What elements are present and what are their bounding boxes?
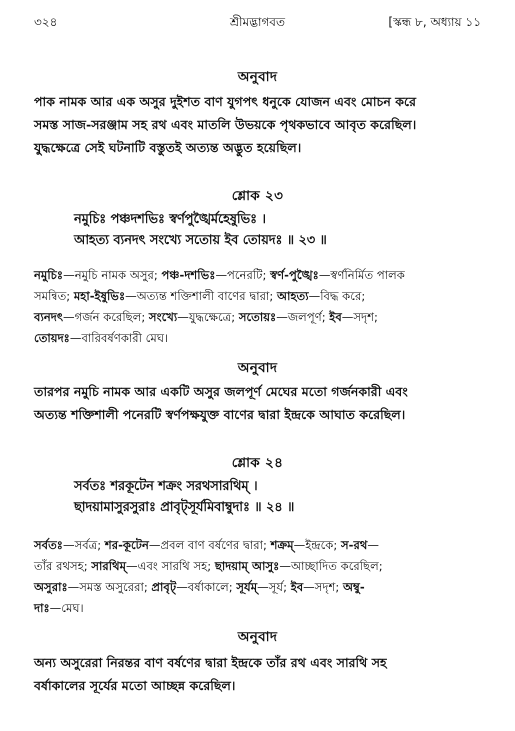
sanskrit-word: সতোয়ঃ: [238, 310, 277, 324]
sanskrit-word: স্বর্ণ-পুঙ্খৈঃ: [270, 268, 319, 282]
sanskrit-word: আহত্য: [276, 289, 309, 303]
translation-line: যুদ্ধক্ষেত্রে সেই ঘটনাটি বস্তুতই অত্যন্ত অদ্ভুত হয়েছিল।: [34, 140, 302, 155]
verse-text-23: [74, 209, 481, 251]
sanskrit-word: মহা-ইষুভিঃ: [73, 289, 126, 303]
synonym-line: [34, 307, 481, 328]
word-meaning: —সমস্ত অসুরেরা;: [67, 580, 152, 594]
synonym-line: [34, 328, 481, 349]
translation-heading-1: অনুবাদ: [237, 69, 278, 85]
word-meaning: —সদৃশ;: [303, 580, 343, 594]
word-meaning: —মেঘ।: [49, 601, 84, 615]
synonym-line: [34, 556, 481, 577]
word-meaning: —নমুচি নামক অসুর;: [63, 268, 162, 282]
sanskrit-word: সারথিম্: [91, 559, 127, 573]
translation-line: সমস্ত সাজ-সরঞ্জাম সহ রথ এবং মাতলি উভয়কে পৃথকভাবে আবৃত করেছিল।: [34, 117, 417, 132]
sanskrit-word: ছাদয়াম্ আসুঃ: [214, 559, 280, 573]
verse-text-24: [74, 476, 481, 518]
verse-line: আহত্য ব্যনদৎ সংখ্যে সতোয় ইব তোয়দঃ ॥ ২৩ ॥: [74, 233, 327, 248]
word-meaning: —অত্যন্ত শক্তিশালী বাণের দ্বারা;: [125, 289, 277, 303]
synonym-line: [34, 286, 481, 307]
word-meaning: —জলপূর্ণ;: [276, 310, 330, 324]
word-meaning: —এবং সারথি সহ;: [126, 559, 215, 573]
word-meaning: —ইন্দ্রকে;: [293, 538, 341, 552]
word-meaning: —সদৃশ;: [341, 310, 378, 324]
word-meaning: —বিদ্ধ করে;: [308, 289, 366, 303]
word-meaning: সমন্বিত;: [34, 289, 74, 303]
word-meaning: —আচ্ছাদিত করেছিল;: [279, 559, 383, 573]
word-meaning: —স্বর্ণনির্মিত পালক: [318, 268, 405, 282]
word-meaning: —প্রবল বাণ বর্ষণের দ্বারা;: [148, 538, 271, 552]
translation-line: পাক নামক আর এক অসুর দুইশত বাণ যুগপৎ ধনুকে যোজন এবং মোচন করে: [34, 94, 417, 109]
sanskrit-word: শক্রম্: [270, 538, 294, 552]
word-meaning: —যুদ্ধক্ষেত্রে;: [177, 310, 239, 324]
synonym-line: [34, 535, 481, 556]
word-meaning: —পনেরটি;: [215, 268, 271, 282]
sanskrit-word: সূর্যম্: [236, 580, 258, 594]
sanskrit-word: ইব: [329, 310, 342, 324]
translation-paragraph-1: [34, 90, 481, 159]
translation-line: তারপর নমুচি নামক আর একটি অসুর জলপূর্ণ মেঘের মতো গর্জনকারী এবং: [34, 384, 408, 399]
book-title: শ্রীমদ্ভাগবত: [229, 15, 285, 29]
sanskrit-word: সর্বতঃ: [34, 538, 63, 552]
translation-line: বর্ষাকালের সূর্যের মতো আচ্ছন্ন করেছিল।: [34, 678, 236, 693]
word-meaning: —গর্জন করেছিল;: [63, 310, 149, 324]
verse-line: সর্বতঃ শরকূটেন শক্রং সরথসারথিম্ ।: [74, 479, 258, 494]
word-meaning: —: [367, 538, 379, 552]
verse-heading-24: শ্লোক ২৪: [231, 455, 284, 471]
verse-heading-23: শ্লোক ২৩: [231, 188, 284, 204]
word-meaning: —বারিবর্ষণকারী মেঘ।: [69, 331, 169, 345]
canto-chapter-label: [স্কন্ধ ৮, অধ্যায় ১১: [388, 15, 481, 29]
word-meaning: —সর্বত্র;: [63, 538, 105, 552]
verse-line: নমুচিঃ পঞ্চদশভিঃ স্বর্ণপুঙ্খৈর্মহেষুভিঃ ।: [74, 212, 266, 227]
sanskrit-word: দাঃ: [34, 601, 50, 615]
translation-line: অন্য অসুরেরা নিরন্তর বাণ বর্ষণের দ্বারা ইন্দ্রকে তাঁর রথ এবং সারথি সহ: [34, 655, 387, 670]
sanskrit-word: অম্বু-: [342, 580, 365, 594]
translation-heading-2: অনুবাদ: [237, 360, 278, 376]
sanskrit-word: সংখ্যে: [148, 310, 178, 324]
synonyms-24: [34, 535, 481, 619]
translation-paragraph-2: [34, 380, 481, 426]
running-header: [34, 14, 481, 32]
sanskrit-word: ইব: [290, 580, 304, 594]
sanskrit-word: শর-কূটেন: [104, 538, 149, 552]
verse-line: ছাদয়ামাসুরসুরাঃ প্রাবৃট্সূর্যমিবাম্বুদাঃ ॥ ২৪ ॥: [74, 500, 295, 515]
synonyms-23: [34, 265, 481, 349]
sanskrit-word: নমুচিঃ: [34, 268, 64, 282]
sanskrit-word: তোয়দঃ: [34, 331, 70, 345]
sanskrit-word: ব্যনদৎ: [34, 310, 64, 324]
page-number: ৩২৪: [34, 15, 58, 29]
translation-line: অত্যন্ত শক্তিশালী পনেরটি স্বর্ণপক্ষযুক্ত বাণের দ্বারা ইন্দ্রকে আঘাত করেছিল।: [34, 407, 406, 422]
translation-paragraph-3: [34, 651, 481, 697]
word-meaning: তাঁর রথসহ;: [34, 559, 92, 573]
word-meaning: —সূর্য;: [257, 580, 291, 594]
synonym-line: [34, 577, 481, 598]
sanskrit-word: অসুরাঃ: [34, 580, 68, 594]
sanskrit-word: প্রাবৃট্: [151, 580, 177, 594]
sanskrit-word: পঞ্চ-দশভিঃ: [161, 268, 216, 282]
synonym-line: [34, 598, 481, 619]
synonym-line: [34, 265, 481, 286]
sanskrit-word: স-রথ: [340, 538, 368, 552]
translation-heading-3: অনুবাদ: [237, 629, 278, 645]
word-meaning: —বর্ষাকালে;: [176, 580, 237, 594]
